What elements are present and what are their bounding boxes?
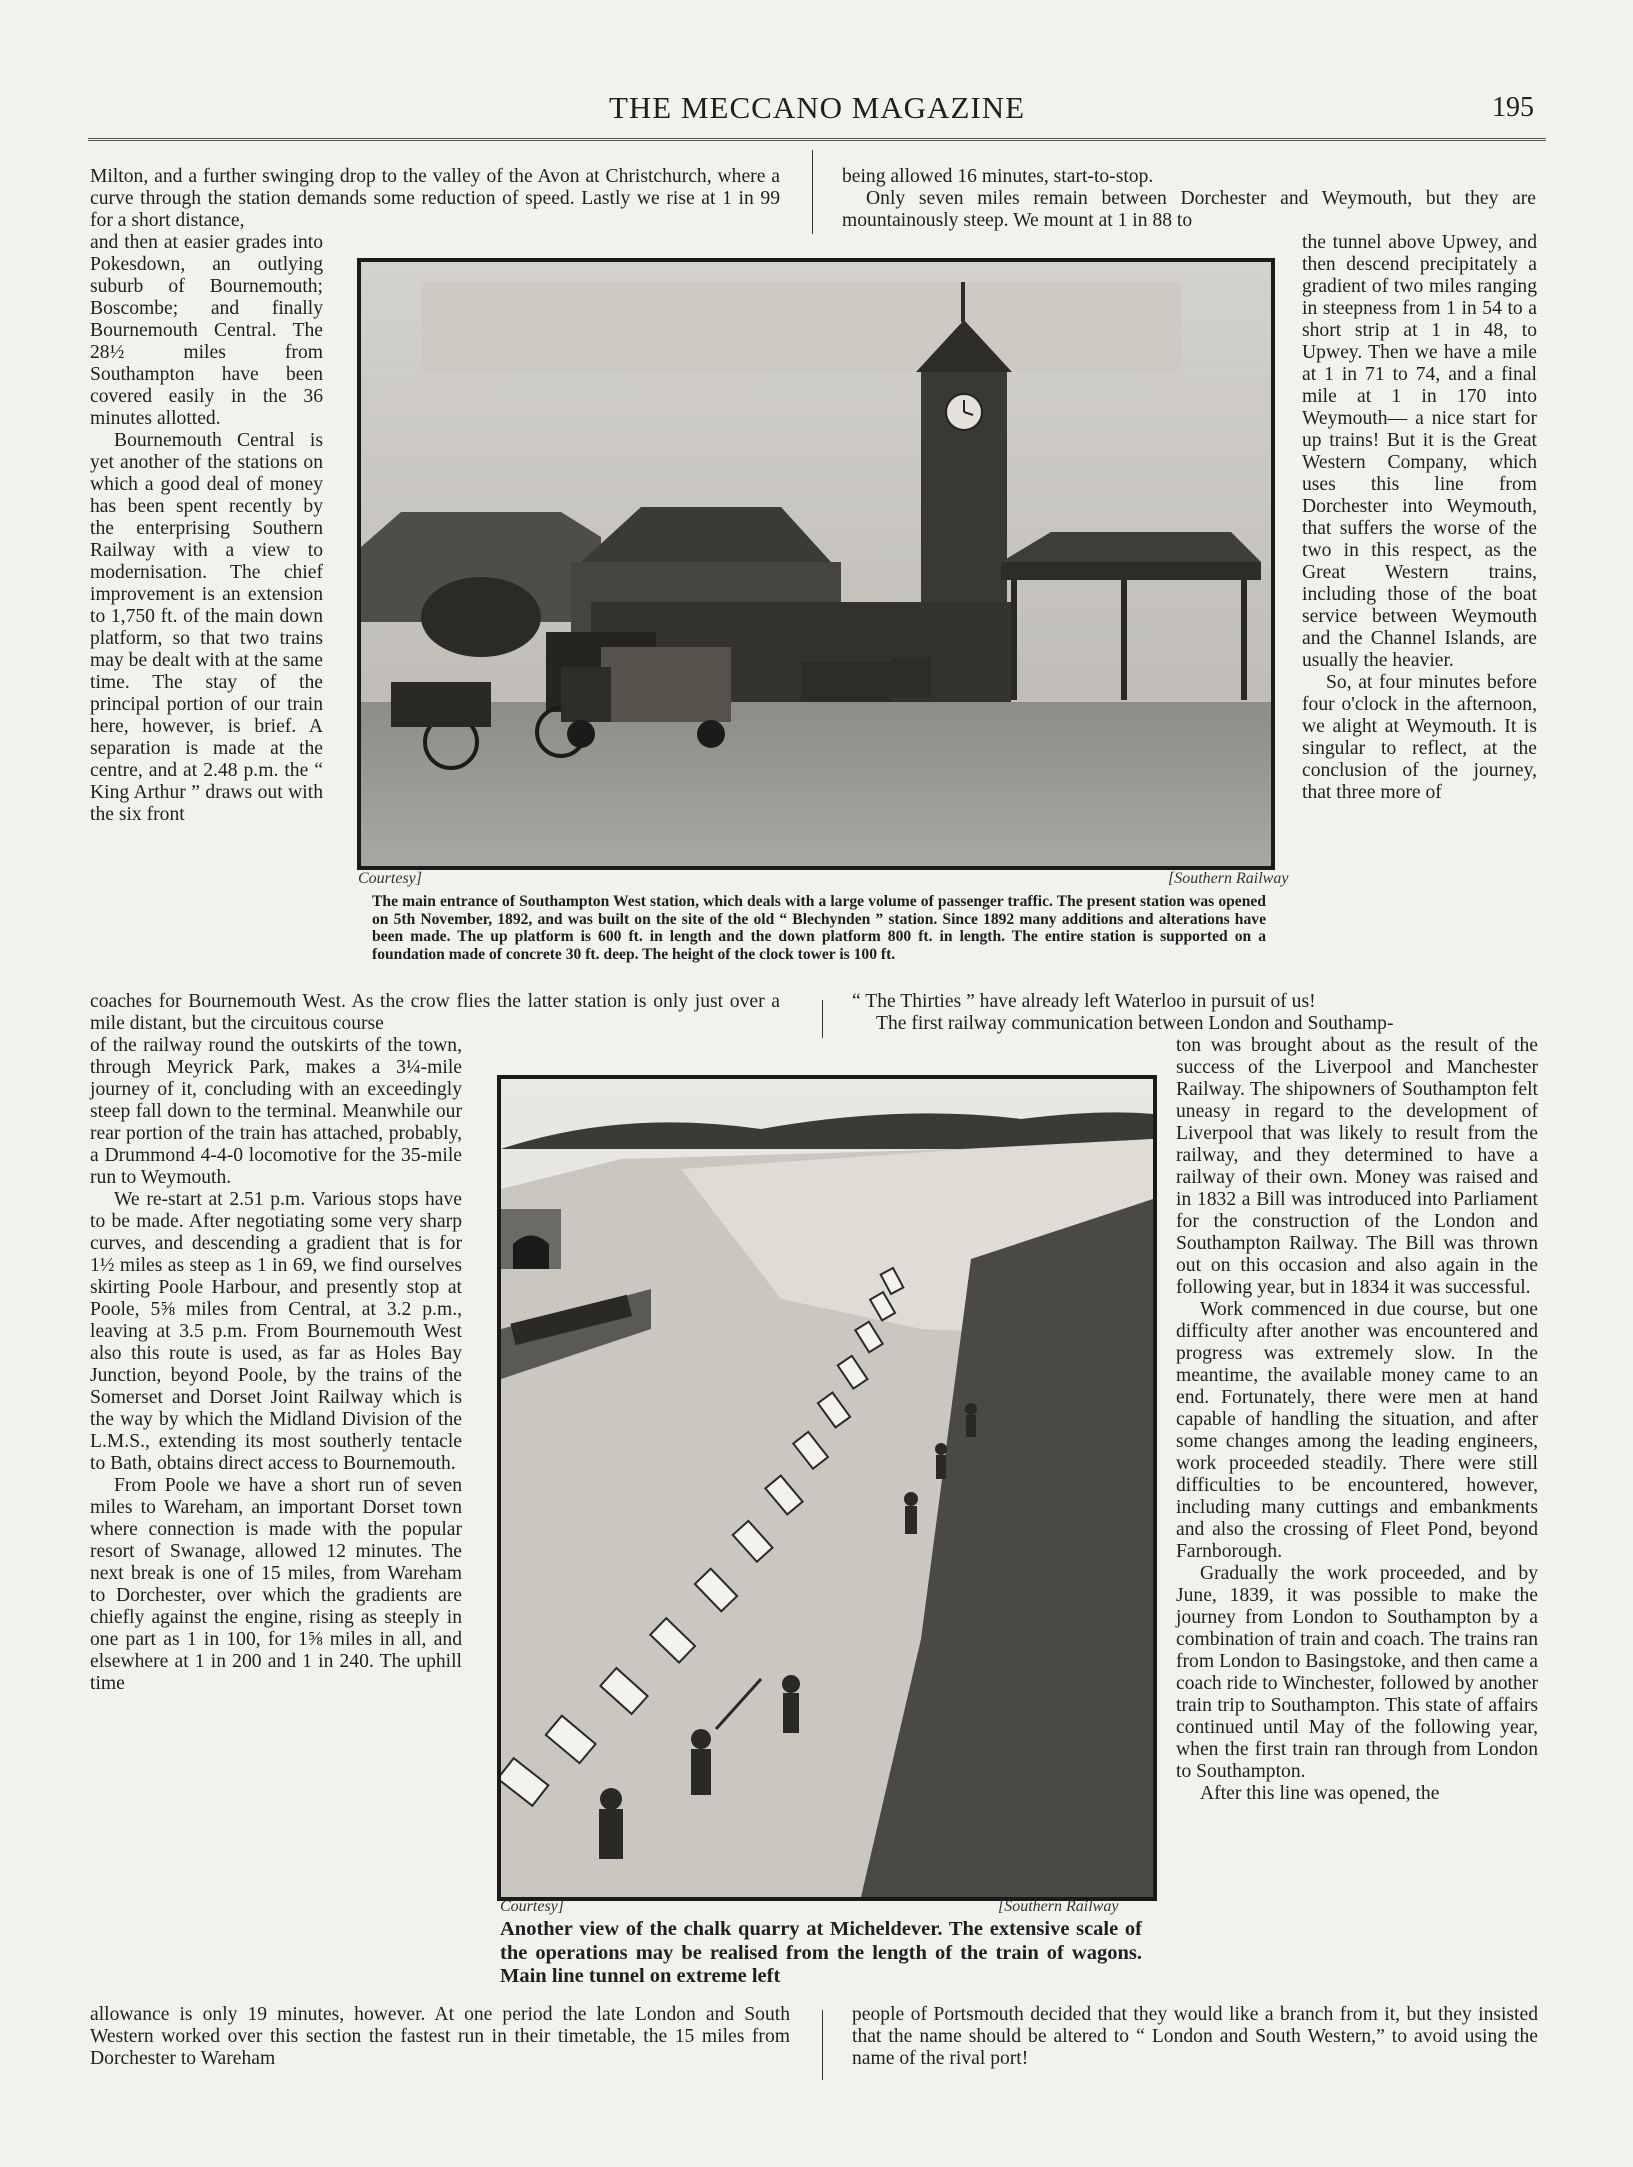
- col2-wrap-a: [1302, 232, 1537, 804]
- col2-bottom-text: people of Portsmouth decided that they would like a branch from it, but they insisted that the name should be altered to “ London and South Western,” to avoid using the name of the rival port!: [852, 2004, 1538, 2069]
- quarry-photo: [497, 1075, 1157, 1901]
- column-rule: [812, 150, 813, 234]
- figure2-credit-left: Courtesy]: [500, 1898, 564, 1915]
- paragraph: being allowed 16 minutes, start-to-stop.: [842, 166, 1154, 187]
- page-header: [88, 88, 1546, 141]
- page-number: 195: [1492, 92, 1534, 123]
- magazine-title: THE MECCANO MAGAZINE: [608, 90, 1026, 125]
- paragraph: of the railway round the outskirts of the town, through Meyrick Park, makes a 3¼-mile journey of it, concluding with an exceedingly steep fall down to the terminal. Meanwhile our rear portion of the train has attached, probably, a Drummond 4-4-0 locomotive for the 35-mile run to Weymouth.: [90, 1035, 462, 1188]
- station-illustration: [361, 262, 1271, 866]
- col1-top-text: Milton, and a further swinging drop to the valley of the Avon at Christchurch, where a curve through the station demands some reduction of speed. Lastly we rise at 1 in 99 for a short distance,: [90, 166, 780, 231]
- paragraph: Work commenced in due course, but one difficulty after another was encountered and progress was extremely slow. In the meantime, the available money came to an end. Fortunately, there were men at hand capable of handling the situation, and after some changes among the leading engineers, work proceeded steadily. There were still difficulties to be encountered, however, including many cuttings and embankments and also the crossing of Fleet Pond, beyond Farnborough.: [1176, 1299, 1538, 1562]
- col1-wrap-a: [90, 232, 323, 826]
- paragraph: the tunnel above Upwey, and then descend precipitately a gradient of two miles ranging in steepness from 1 in 54 to a short strip at 1 in 48, to Upwey. Then we have a mile at 1 in 71 to 74, and a final mile at 1 in 170 into Weymouth— a nice start for up trains! But it is the Great Western Company, which uses this line from Dorchester into Weymouth, that suffers the worse of the two in this respect, as the Great Western trains, including those of the boat service between Weymouth and the Channel Islands, are usually the heavier.: [1302, 232, 1537, 671]
- paragraph: The first railway communication between London and Southamp-: [876, 1013, 1394, 1034]
- paragraph: We re-start at 2.51 p.m. Various stops have to be made. After negotiating some very sharp curves, and descending a gradient that is for 1½ miles as steep as 1 in 69, we find ourselves skirting Poole Harbour, and presently stop at Poole, 5⅝ miles from Central, at 3.2 p.m., leaving at 3.5 p.m. From Bournemouth West also this route is used, as far as Holes Bay Junction, beyond Poole, by the trains of the Somerset and Dorset Joint Railway which is the way by which the Midland Division of the L.M.S., extending its most southerly tentacle to Bath, obtains direct access to Bournemouth.: [90, 1189, 462, 1474]
- col1-bottom-text: allowance is only 19 minutes, however. At one period the late London and South Western worked over this section the fastest run in their timetable, the 15 miles from Dorchester to Wareham: [90, 2004, 790, 2069]
- figure1-credit-right: [Southern Railway: [1168, 870, 1289, 887]
- col1-wrap-b: [90, 1035, 462, 1695]
- figure2-caption: Another view of the chalk quarry at Micheldever. The extensive scale of the operations may be realised from the length of the train of wagons. Main line tunnel on extreme left: [500, 1918, 1142, 1987]
- paragraph: Bournemouth Central is yet another of the stations on which a good deal of money has been spent recently by the enterprising Southern Railway with a view to modernisation. The chief improvement is an extension to 1,750 ft. of the main down platform, so that two trains may be dealt with at the same time. The stay of the principal portion of our train here, however, is brief. A separation is made at the centre, and at 2.48 p.m. the “ King Arthur ” draws out with the six front: [90, 430, 323, 825]
- quarry-illustration: [501, 1079, 1153, 1897]
- col1-mid-text: coaches for Bournemouth West. As the crow flies the latter station is only just over a mile distant, but the circuitous course: [90, 991, 780, 1034]
- paragraph: After this line was opened, the: [1200, 1783, 1440, 1804]
- paragraph: ton was brought about as the result of the success of the Liverpool and Manchester Railway. The shipowners of Southampton felt uneasy in regard to the development of Liverpool that was likely to result from the railway, and they determined to have a railway of their own. Money was raised and in 1832 a Bill was introduced into Parliament for the construction of the London and Southampton Railway. The Bill was thrown out on this occasion and also again in the following year, but in 1834 it was successful.: [1176, 1035, 1538, 1298]
- figure2-credit-right: [Southern Railway: [998, 1898, 1119, 1915]
- paragraph: Only seven miles remain between Dorchester and Weymouth, but they are mountainously steep. We mount at 1 in 88 to: [842, 188, 1536, 231]
- paragraph: “ The Thirties ” have already left Waterloo in pursuit of us!: [852, 991, 1316, 1012]
- col2-mid-text: [852, 991, 1538, 1035]
- paragraph: So, at four minutes before four o'clock in the afternoon, we alight at Weymouth. It is singular to reflect, at the conclusion of the journey, that three more of: [1302, 672, 1537, 803]
- figure1-credit-left: Courtesy]: [358, 870, 422, 887]
- col2-wrap-b: [1176, 1035, 1538, 1805]
- station-photo: [357, 258, 1275, 870]
- paragraph: From Poole we have a short run of seven miles to Wareham, an important Dorset town where connection is made with the popular resort of Swanage, allowed 12 minutes. The next break is one of 15 miles, from Wareham to Dorchester, over which the gradients are chiefly against the engine, rising as steeply in one part as 1 in 100, for 1⅝ miles in all, and elsewhere at 1 in 200 and 1 in 240. The uphill time: [90, 1475, 462, 1694]
- paragraph: and then at easier grades into Pokesdown, an outlying suburb of Bournemouth; Boscombe; and finally Bournemouth Central. The 28½ miles from Southampton have been covered easily in the 36 minutes allotted.: [90, 232, 323, 429]
- figure1-caption: The main entrance of Southampton West station, which deals with a large volume of passenger traffic. The present station was opened on 5th November, 1892, and was built on the site of the old “ Blechynden ” station. Since 1892 many additions and alterations have been made. The up platform is 600 ft. in length and the down platform 800 ft. in length. The entire station is supported on a foundation made of concrete 30 ft. deep. The height of the clock tower is 100 ft.: [372, 893, 1266, 963]
- column-rule: [822, 2010, 823, 2080]
- column-rule: [822, 1000, 823, 1038]
- paragraph: Gradually the work proceeded, and by June, 1839, it was possible to make the journey from London to Southampton by a combination of train and coach. The trains ran from London to Basingstoke, and then came a coach ride to Winchester, followed by another train trip to Southampton. This state of affairs continued until May of the following year, when the first train ran through from London to Southampton.: [1176, 1563, 1538, 1782]
- col2-top-text: [842, 166, 1536, 232]
